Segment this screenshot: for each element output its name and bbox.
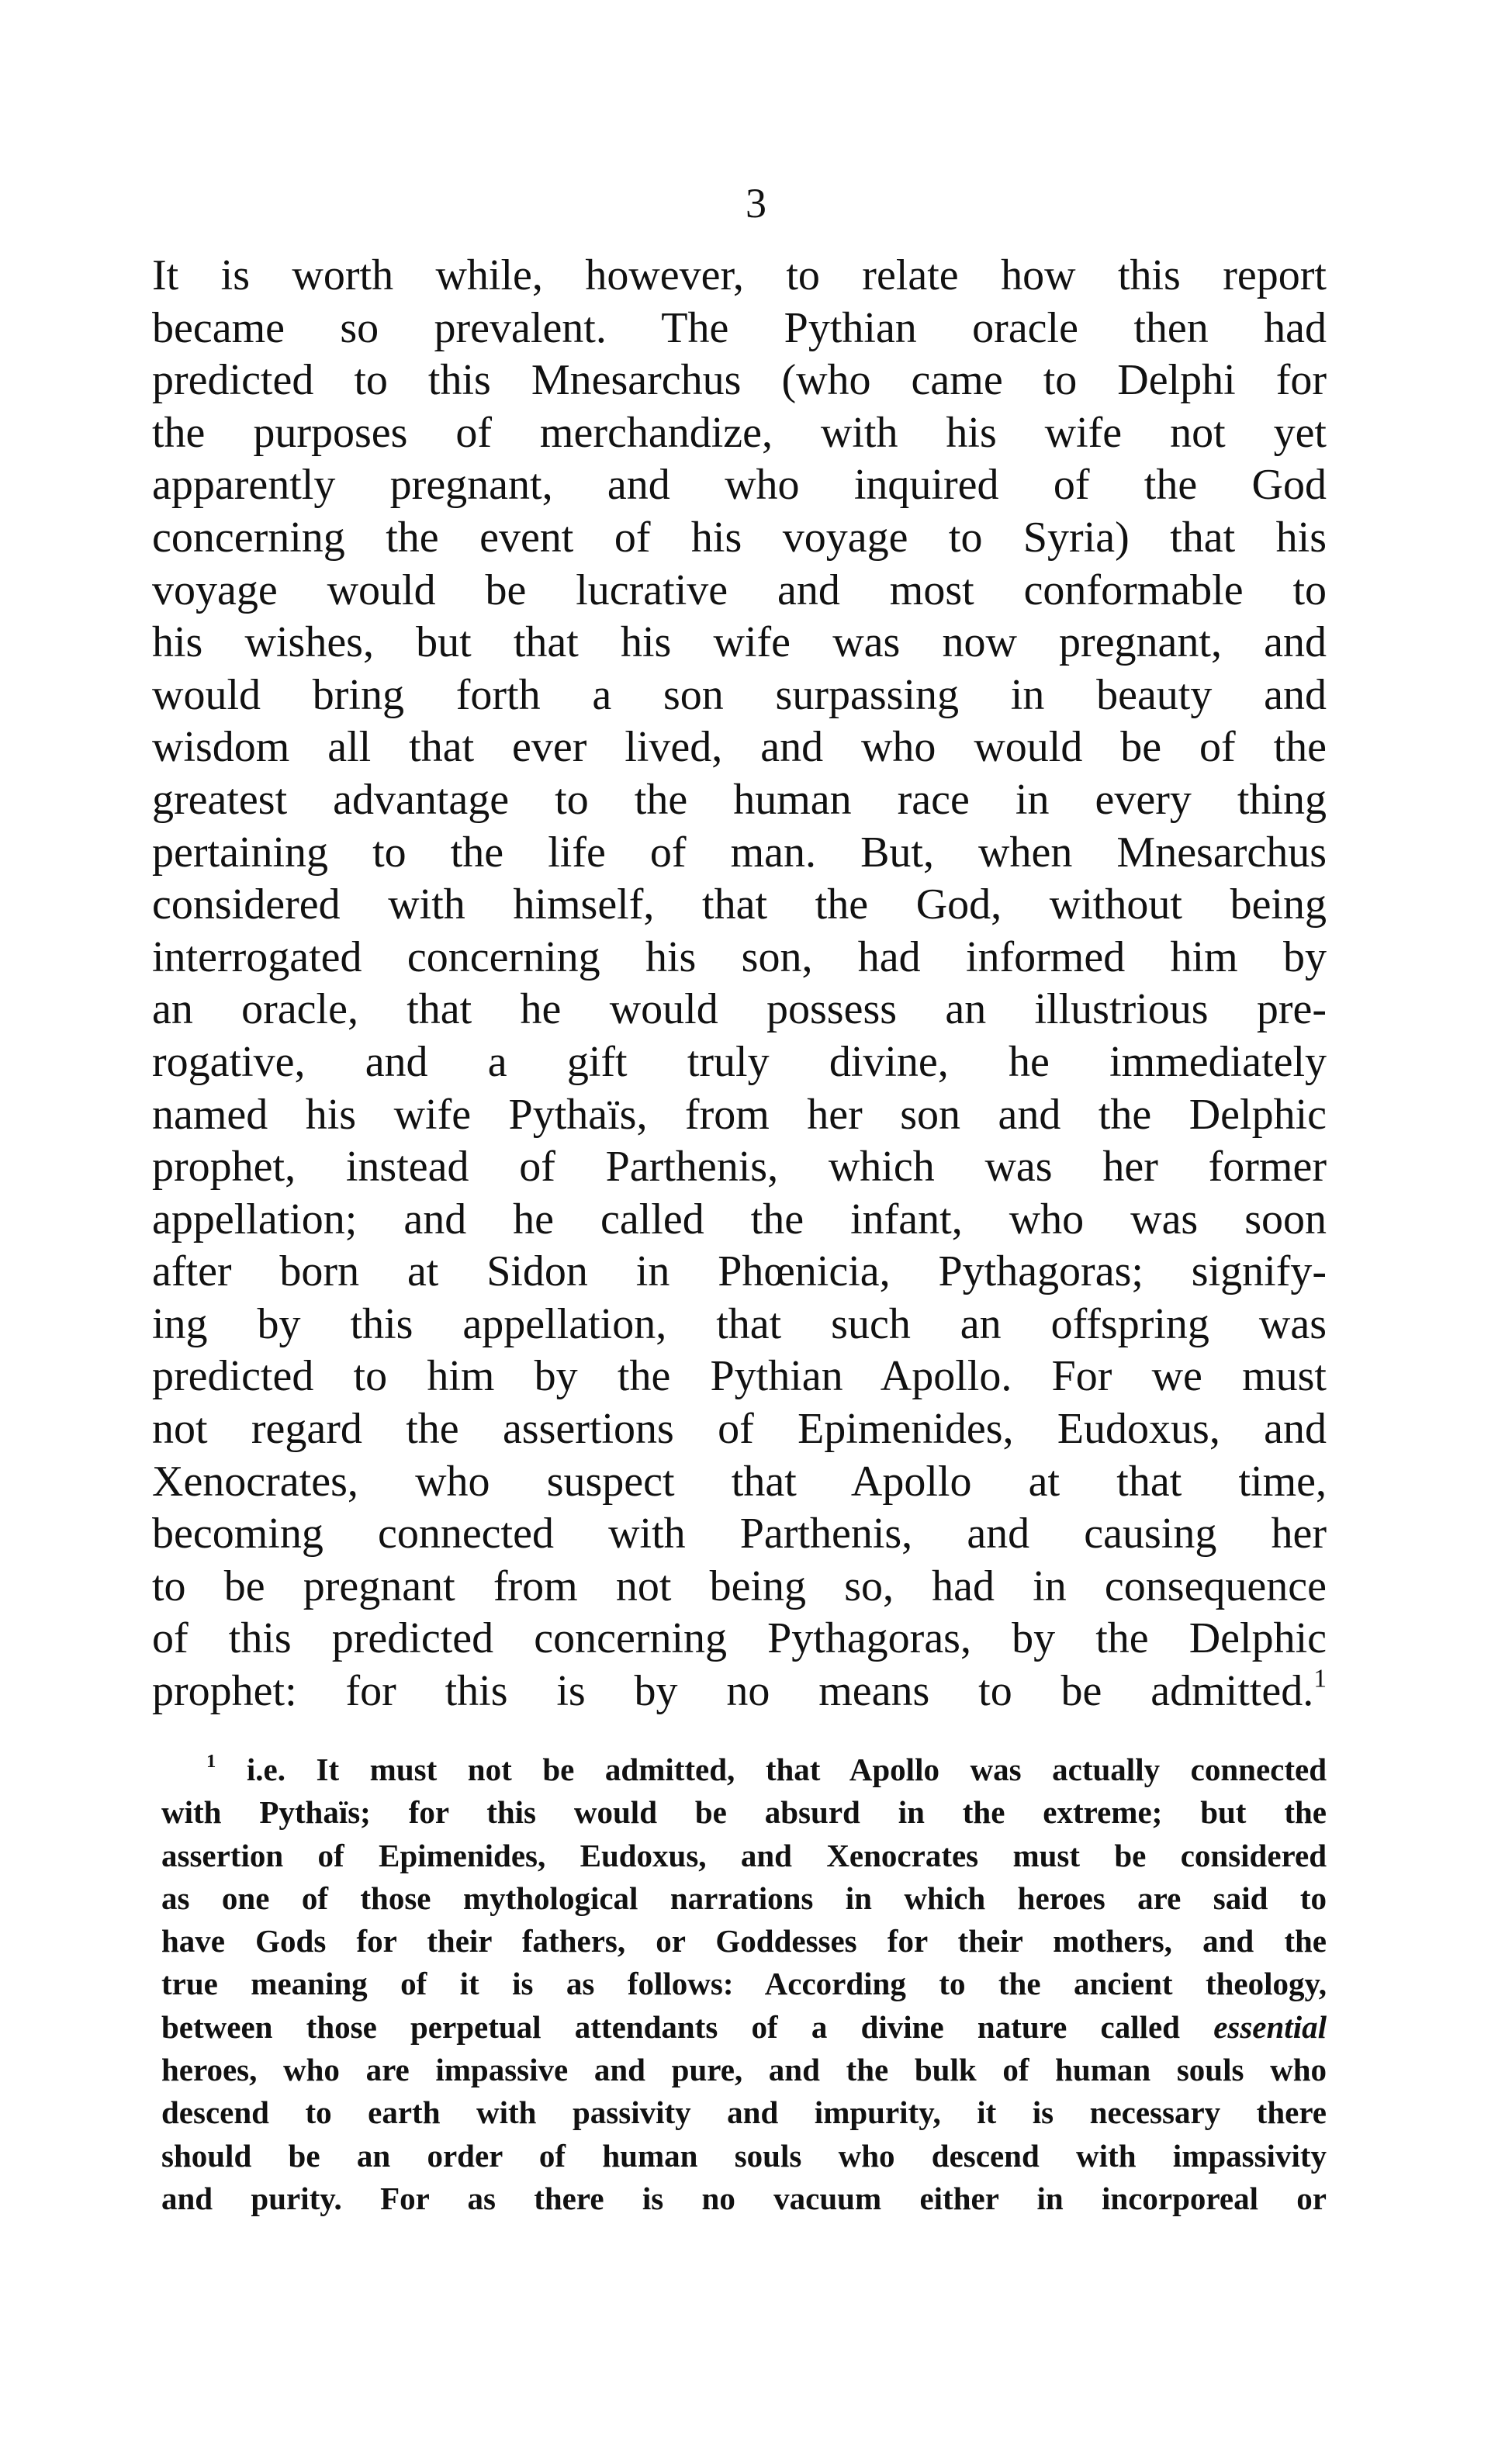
footnote-line: true meaning of it is as follows: According to the ancient theology, xyxy=(161,1966,1327,2002)
text-line: greatest advantage to the human race in every thing xyxy=(152,775,1327,824)
text-line: becoming connected with Parthenis, and causing her xyxy=(152,1510,1327,1558)
footnote-line: have Gods for their fathers, or Goddesses for their mothers, and the xyxy=(161,1923,1327,1959)
footnote-line: should be an order of human souls who descend with impassivity xyxy=(161,2137,1327,2174)
text-line: ing by this appellation, that such an offspring was xyxy=(152,1299,1327,1348)
text-line: concerning the event of his voyage to Syria) that his xyxy=(152,513,1327,562)
footnote xyxy=(161,1748,1327,2220)
italic-term: essential xyxy=(1213,2008,1327,2045)
text-line: after born at Sidon in Phœnicia, Pythagoras; signify- xyxy=(152,1247,1327,1296)
footnote-line: with Pythaïs; for this would be absurd in the extreme; but the xyxy=(161,1794,1327,1831)
footnote-line: assertion of Epimenides, Eudoxus, and Xenocrates must be considered xyxy=(161,1837,1327,1873)
footnote-line xyxy=(161,1748,1327,1791)
text-line: would bring forth a son surpassing in beauty and xyxy=(152,670,1327,719)
text-line: wisdom all that ever lived, and who would be of the xyxy=(152,723,1327,772)
text-line: It is worth while, however, to relate how this report xyxy=(152,251,1327,299)
text-line: voyage would be lucrative and most conformable to xyxy=(152,566,1327,614)
main-text xyxy=(152,250,1327,1718)
footnote-line xyxy=(161,2006,1327,2049)
text-line: the purposes of merchandize, with his wife not yet xyxy=(152,408,1327,457)
text-line: prophet, instead of Parthenis, which was her former xyxy=(152,1143,1327,1192)
text-line: to be pregnant from not being so, had in consequence xyxy=(152,1562,1327,1610)
text-line-last xyxy=(152,1665,1327,1718)
text-line: an oracle, that he would possess an illustrious pre- xyxy=(152,985,1327,1034)
text-line: Xenocrates, who suspect that Apollo at that time, xyxy=(152,1457,1327,1506)
footnote-line: as one of those mythological narrations in which heroes are said to xyxy=(161,1880,1327,1916)
footnote-reference: 1 xyxy=(1313,1664,1327,1693)
footnote-line-text: i.e. It must not be admitted, that Apollo was actually connected xyxy=(246,1752,1327,1787)
last-line-text: prophet: for this is by no means to be admitted. xyxy=(152,1667,1314,1716)
page-number: 3 xyxy=(746,180,766,227)
footnote-line: descend to earth with passivity and impurity, it is necessary there xyxy=(161,2094,1327,2131)
footnote-line: heroes, who are impassive and pure, and the bulk of human souls who xyxy=(161,2052,1327,2088)
text-line: interrogated concerning his son, had informed him by xyxy=(152,932,1327,981)
text-line: predicted to this Mnesarchus (who came to Delphi for xyxy=(152,356,1327,405)
text-line: named his wife Pythaïs, from her son and the Delphic xyxy=(152,1090,1327,1139)
text-line: predicted to him by the Pythian Apollo. For we must xyxy=(152,1352,1327,1401)
footnote-line: and purity. For as there is no vacuum either in incorporeal or xyxy=(161,2180,1327,2216)
text-line: rogative, and a gift truly divine, he immediately xyxy=(152,1037,1327,1086)
text-line: pertaining to the life of man. But, when Mnesarchus xyxy=(152,828,1327,877)
text-line: appellation; and he called the infant, who was soon xyxy=(152,1195,1327,1243)
footnote-line-text: between those perpetual attendants of a divine nature called xyxy=(161,2008,1214,2045)
text-line: became so prevalent. The Pythian oracle then had xyxy=(152,303,1327,352)
text-line: not regard the assertions of Epimenides, Eudoxus, and xyxy=(152,1405,1327,1454)
text-line: considered with himself, that the God, without being xyxy=(152,880,1327,929)
text-line: of this predicted concerning Pythagoras, by the Delphic xyxy=(152,1614,1327,1663)
text-line: his wishes, but that his wife was now pregnant, and xyxy=(152,618,1327,667)
footnote-marker: 1 xyxy=(206,1750,216,1772)
text-line: apparently pregnant, and who inquired of the God xyxy=(152,461,1327,510)
